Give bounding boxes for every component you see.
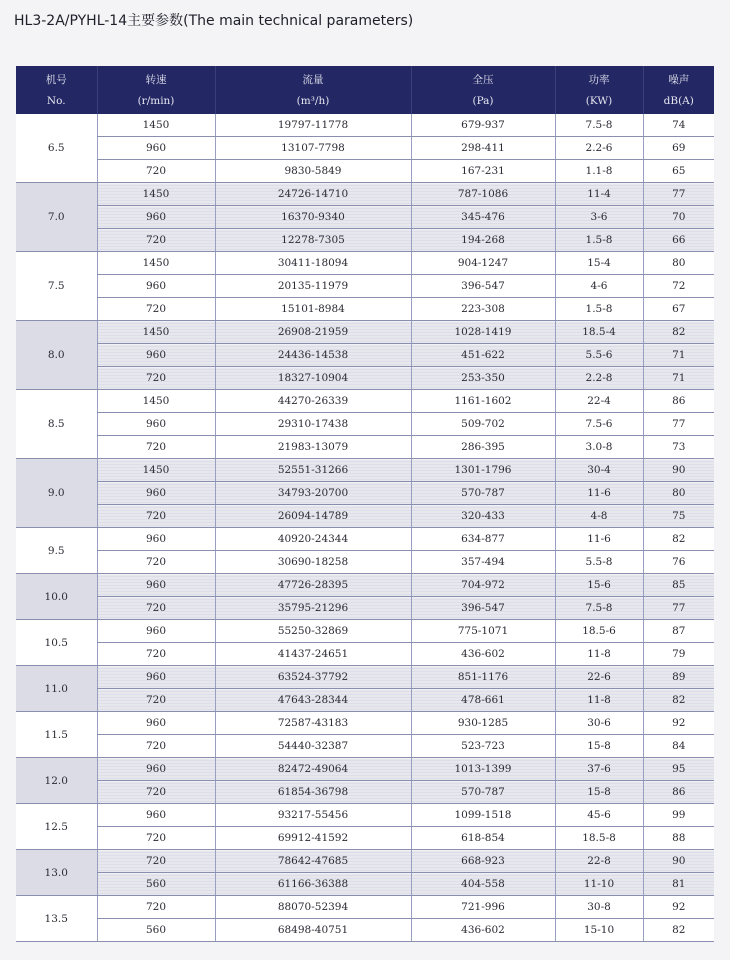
header-no-cn: 机号 bbox=[16, 66, 97, 90]
header-flow-cn: 流量 bbox=[215, 66, 411, 90]
pressure-cell: 286-395 bbox=[411, 436, 555, 459]
table-row bbox=[16, 114, 714, 137]
flow-cell: 52551-31266 bbox=[215, 459, 411, 482]
speed-cell: 960 bbox=[97, 344, 215, 367]
table-row bbox=[16, 551, 714, 574]
noise-cell: 72 bbox=[643, 275, 714, 298]
pressure-cell: 851-1176 bbox=[411, 666, 555, 689]
table-header bbox=[16, 66, 714, 114]
header-pressure-en: (Pa) bbox=[411, 90, 555, 114]
power-cell: 7.5-8 bbox=[555, 597, 643, 620]
pressure-cell: 930-1285 bbox=[411, 712, 555, 735]
table-row bbox=[16, 528, 714, 551]
noise-cell: 90 bbox=[643, 459, 714, 482]
header-flow-en: (m³/h) bbox=[215, 90, 411, 114]
table-row bbox=[16, 804, 714, 827]
noise-cell: 99 bbox=[643, 804, 714, 827]
noise-cell: 77 bbox=[643, 413, 714, 436]
table-row bbox=[16, 298, 714, 321]
header-speed-en: (r/min) bbox=[97, 90, 215, 114]
power-cell: 15-4 bbox=[555, 252, 643, 275]
flow-cell: 9830-5849 bbox=[215, 160, 411, 183]
noise-cell: 70 bbox=[643, 206, 714, 229]
power-cell: 15-10 bbox=[555, 919, 643, 942]
pressure-cell: 570-787 bbox=[411, 781, 555, 804]
pressure-cell: 223-308 bbox=[411, 298, 555, 321]
table-row bbox=[16, 183, 714, 206]
flow-cell: 30690-18258 bbox=[215, 551, 411, 574]
pressure-cell: 1301-1796 bbox=[411, 459, 555, 482]
flow-cell: 72587-43183 bbox=[215, 712, 411, 735]
speed-cell: 960 bbox=[97, 206, 215, 229]
flow-cell: 82472-49064 bbox=[215, 758, 411, 781]
pressure-cell: 320-433 bbox=[411, 505, 555, 528]
table-row bbox=[16, 413, 714, 436]
noise-cell: 71 bbox=[643, 344, 714, 367]
table-row bbox=[16, 390, 714, 413]
machine-no-cell: 7.0 bbox=[16, 183, 97, 252]
flow-cell: 29310-17438 bbox=[215, 413, 411, 436]
noise-cell: 82 bbox=[643, 321, 714, 344]
machine-no-cell: 12.5 bbox=[16, 804, 97, 850]
pressure-cell: 167-231 bbox=[411, 160, 555, 183]
power-cell: 15-8 bbox=[555, 735, 643, 758]
pressure-cell: 298-411 bbox=[411, 137, 555, 160]
power-cell: 5.5-6 bbox=[555, 344, 643, 367]
speed-cell: 1450 bbox=[97, 321, 215, 344]
speed-cell: 720 bbox=[97, 436, 215, 459]
flow-cell: 61166-36388 bbox=[215, 873, 411, 896]
table-row bbox=[16, 436, 714, 459]
pressure-cell: 775-1071 bbox=[411, 620, 555, 643]
noise-cell: 84 bbox=[643, 735, 714, 758]
power-cell: 11-8 bbox=[555, 643, 643, 666]
power-cell: 30-6 bbox=[555, 712, 643, 735]
noise-cell: 74 bbox=[643, 114, 714, 137]
pressure-cell: 634-877 bbox=[411, 528, 555, 551]
table-row bbox=[16, 482, 714, 505]
speed-cell: 720 bbox=[97, 781, 215, 804]
noise-cell: 90 bbox=[643, 850, 714, 873]
flow-cell: 47726-28395 bbox=[215, 574, 411, 597]
power-cell: 30-4 bbox=[555, 459, 643, 482]
pressure-cell: 1013-1399 bbox=[411, 758, 555, 781]
machine-no-cell: 7.5 bbox=[16, 252, 97, 321]
speed-cell: 960 bbox=[97, 137, 215, 160]
flow-cell: 34793-20700 bbox=[215, 482, 411, 505]
table-row bbox=[16, 827, 714, 850]
speed-cell: 720 bbox=[97, 643, 215, 666]
noise-cell: 80 bbox=[643, 482, 714, 505]
power-cell: 2.2-8 bbox=[555, 367, 643, 390]
power-cell: 18.5-4 bbox=[555, 321, 643, 344]
flow-cell: 47643-28344 bbox=[215, 689, 411, 712]
header-pressure-cn: 全压 bbox=[411, 66, 555, 90]
table-row bbox=[16, 735, 714, 758]
table-row bbox=[16, 781, 714, 804]
table-row bbox=[16, 919, 714, 942]
noise-cell: 77 bbox=[643, 597, 714, 620]
noise-cell: 82 bbox=[643, 919, 714, 942]
pressure-cell: 1161-1602 bbox=[411, 390, 555, 413]
parameters-table bbox=[16, 66, 714, 942]
noise-cell: 86 bbox=[643, 390, 714, 413]
table-row bbox=[16, 574, 714, 597]
power-cell: 37-6 bbox=[555, 758, 643, 781]
machine-no-cell: 10.5 bbox=[16, 620, 97, 666]
flow-cell: 68498-40751 bbox=[215, 919, 411, 942]
table-row bbox=[16, 643, 714, 666]
power-cell: 15-6 bbox=[555, 574, 643, 597]
pressure-cell: 194-268 bbox=[411, 229, 555, 252]
speed-cell: 720 bbox=[97, 597, 215, 620]
machine-no-cell: 9.5 bbox=[16, 528, 97, 574]
table-row bbox=[16, 344, 714, 367]
noise-cell: 71 bbox=[643, 367, 714, 390]
flow-cell: 55250-32869 bbox=[215, 620, 411, 643]
table-row bbox=[16, 597, 714, 620]
table-row bbox=[16, 505, 714, 528]
speed-cell: 960 bbox=[97, 574, 215, 597]
machine-no-cell: 12.0 bbox=[16, 758, 97, 804]
flow-cell: 24726-14710 bbox=[215, 183, 411, 206]
flow-cell: 20135-11979 bbox=[215, 275, 411, 298]
power-cell: 7.5-8 bbox=[555, 114, 643, 137]
table-row bbox=[16, 459, 714, 482]
machine-no-cell: 9.0 bbox=[16, 459, 97, 528]
machine-no-cell: 10.0 bbox=[16, 574, 97, 620]
noise-cell: 82 bbox=[643, 689, 714, 712]
power-cell: 45-6 bbox=[555, 804, 643, 827]
pressure-cell: 357-494 bbox=[411, 551, 555, 574]
flow-cell: 19797-11778 bbox=[215, 114, 411, 137]
flow-cell: 26908-21959 bbox=[215, 321, 411, 344]
flow-cell: 21983-13079 bbox=[215, 436, 411, 459]
page-title: HL3-2A/PYHL-14主要参数(The main technical parameters) bbox=[14, 13, 414, 29]
power-cell: 7.5-6 bbox=[555, 413, 643, 436]
machine-no-cell: 13.0 bbox=[16, 850, 97, 896]
noise-cell: 75 bbox=[643, 505, 714, 528]
table-row bbox=[16, 620, 714, 643]
speed-cell: 720 bbox=[97, 896, 215, 919]
power-cell: 4-6 bbox=[555, 275, 643, 298]
flow-cell: 13107-7798 bbox=[215, 137, 411, 160]
speed-cell: 1450 bbox=[97, 183, 215, 206]
noise-cell: 86 bbox=[643, 781, 714, 804]
pressure-cell: 679-937 bbox=[411, 114, 555, 137]
flow-cell: 15101-8984 bbox=[215, 298, 411, 321]
power-cell: 1.5-8 bbox=[555, 298, 643, 321]
speed-cell: 1450 bbox=[97, 252, 215, 275]
power-cell: 11-6 bbox=[555, 528, 643, 551]
pressure-cell: 523-723 bbox=[411, 735, 555, 758]
pressure-cell: 404-558 bbox=[411, 873, 555, 896]
flow-cell: 40920-24344 bbox=[215, 528, 411, 551]
speed-cell: 1450 bbox=[97, 459, 215, 482]
noise-cell: 89 bbox=[643, 666, 714, 689]
noise-cell: 69 bbox=[643, 137, 714, 160]
flow-cell: 18327-10904 bbox=[215, 367, 411, 390]
flow-cell: 93217-55456 bbox=[215, 804, 411, 827]
pressure-cell: 1099-1518 bbox=[411, 804, 555, 827]
power-cell: 4-8 bbox=[555, 505, 643, 528]
speed-cell: 960 bbox=[97, 620, 215, 643]
speed-cell: 1450 bbox=[97, 390, 215, 413]
pressure-cell: 451-622 bbox=[411, 344, 555, 367]
power-cell: 2.2-6 bbox=[555, 137, 643, 160]
power-cell: 11-8 bbox=[555, 689, 643, 712]
speed-cell: 720 bbox=[97, 229, 215, 252]
table-row bbox=[16, 666, 714, 689]
table-row bbox=[16, 206, 714, 229]
table-row bbox=[16, 252, 714, 275]
power-cell: 30-8 bbox=[555, 896, 643, 919]
pressure-cell: 396-547 bbox=[411, 597, 555, 620]
pressure-cell: 478-661 bbox=[411, 689, 555, 712]
table-row bbox=[16, 689, 714, 712]
noise-cell: 92 bbox=[643, 712, 714, 735]
noise-cell: 88 bbox=[643, 827, 714, 850]
header-noise-cn: 噪声 bbox=[643, 66, 714, 90]
pressure-cell: 396-547 bbox=[411, 275, 555, 298]
noise-cell: 73 bbox=[643, 436, 714, 459]
flow-cell: 26094-14789 bbox=[215, 505, 411, 528]
speed-cell: 960 bbox=[97, 528, 215, 551]
machine-no-cell: 6.5 bbox=[16, 114, 97, 183]
table-body bbox=[16, 114, 714, 942]
power-cell: 5.5-8 bbox=[555, 551, 643, 574]
power-cell: 22-4 bbox=[555, 390, 643, 413]
pressure-cell: 345-476 bbox=[411, 206, 555, 229]
power-cell: 11-10 bbox=[555, 873, 643, 896]
speed-cell: 720 bbox=[97, 551, 215, 574]
pressure-cell: 436-602 bbox=[411, 643, 555, 666]
flow-cell: 61854-36798 bbox=[215, 781, 411, 804]
machine-no-cell: 8.0 bbox=[16, 321, 97, 390]
pressure-cell: 787-1086 bbox=[411, 183, 555, 206]
noise-cell: 85 bbox=[643, 574, 714, 597]
table-row bbox=[16, 229, 714, 252]
machine-no-cell: 11.0 bbox=[16, 666, 97, 712]
speed-cell: 560 bbox=[97, 919, 215, 942]
flow-cell: 54440-32387 bbox=[215, 735, 411, 758]
table-row bbox=[16, 758, 714, 781]
speed-cell: 720 bbox=[97, 505, 215, 528]
speed-cell: 960 bbox=[97, 758, 215, 781]
power-cell: 1.1-8 bbox=[555, 160, 643, 183]
speed-cell: 720 bbox=[97, 367, 215, 390]
table-row bbox=[16, 896, 714, 919]
power-cell: 3-6 bbox=[555, 206, 643, 229]
pressure-cell: 253-350 bbox=[411, 367, 555, 390]
power-cell: 18.5-6 bbox=[555, 620, 643, 643]
header-speed-cn: 转速 bbox=[97, 66, 215, 90]
flow-cell: 88070-52394 bbox=[215, 896, 411, 919]
table-row bbox=[16, 873, 714, 896]
flow-cell: 16370-9340 bbox=[215, 206, 411, 229]
noise-cell: 82 bbox=[643, 528, 714, 551]
pressure-cell: 721-996 bbox=[411, 896, 555, 919]
noise-cell: 95 bbox=[643, 758, 714, 781]
power-cell: 3.0-8 bbox=[555, 436, 643, 459]
speed-cell: 960 bbox=[97, 413, 215, 436]
speed-cell: 720 bbox=[97, 689, 215, 712]
table-row bbox=[16, 712, 714, 735]
speed-cell: 720 bbox=[97, 735, 215, 758]
power-cell: 11-4 bbox=[555, 183, 643, 206]
flow-cell: 12278-7305 bbox=[215, 229, 411, 252]
flow-cell: 78642-47685 bbox=[215, 850, 411, 873]
pressure-cell: 509-702 bbox=[411, 413, 555, 436]
noise-cell: 92 bbox=[643, 896, 714, 919]
power-cell: 11-6 bbox=[555, 482, 643, 505]
noise-cell: 81 bbox=[643, 873, 714, 896]
machine-no-cell: 8.5 bbox=[16, 390, 97, 459]
noise-cell: 76 bbox=[643, 551, 714, 574]
noise-cell: 80 bbox=[643, 252, 714, 275]
machine-no-cell: 13.5 bbox=[16, 896, 97, 942]
pressure-cell: 618-854 bbox=[411, 827, 555, 850]
table-row bbox=[16, 137, 714, 160]
table-row bbox=[16, 275, 714, 298]
pressure-cell: 704-972 bbox=[411, 574, 555, 597]
speed-cell: 720 bbox=[97, 827, 215, 850]
noise-cell: 77 bbox=[643, 183, 714, 206]
table-row bbox=[16, 160, 714, 183]
noise-cell: 65 bbox=[643, 160, 714, 183]
speed-cell: 960 bbox=[97, 482, 215, 505]
speed-cell: 720 bbox=[97, 850, 215, 873]
flow-cell: 30411-18094 bbox=[215, 252, 411, 275]
noise-cell: 67 bbox=[643, 298, 714, 321]
pressure-cell: 570-787 bbox=[411, 482, 555, 505]
machine-no-cell: 11.5 bbox=[16, 712, 97, 758]
flow-cell: 41437-24651 bbox=[215, 643, 411, 666]
pressure-cell: 668-923 bbox=[411, 850, 555, 873]
noise-cell: 87 bbox=[643, 620, 714, 643]
power-cell: 1.5-8 bbox=[555, 229, 643, 252]
pressure-cell: 904-1247 bbox=[411, 252, 555, 275]
power-cell: 18.5-8 bbox=[555, 827, 643, 850]
power-cell: 22-6 bbox=[555, 666, 643, 689]
table-row bbox=[16, 367, 714, 390]
noise-cell: 66 bbox=[643, 229, 714, 252]
noise-cell: 79 bbox=[643, 643, 714, 666]
header-noise-en: dB(A) bbox=[643, 90, 714, 114]
flow-cell: 35795-21296 bbox=[215, 597, 411, 620]
pressure-cell: 1028-1419 bbox=[411, 321, 555, 344]
speed-cell: 720 bbox=[97, 298, 215, 321]
flow-cell: 24436-14538 bbox=[215, 344, 411, 367]
table-row bbox=[16, 850, 714, 873]
power-cell: 22-8 bbox=[555, 850, 643, 873]
pressure-cell: 436-602 bbox=[411, 919, 555, 942]
table-row bbox=[16, 321, 714, 344]
speed-cell: 960 bbox=[97, 804, 215, 827]
header-power-cn: 功率 bbox=[555, 66, 643, 90]
speed-cell: 1450 bbox=[97, 114, 215, 137]
flow-cell: 69912-41592 bbox=[215, 827, 411, 850]
speed-cell: 960 bbox=[97, 666, 215, 689]
speed-cell: 960 bbox=[97, 275, 215, 298]
speed-cell: 960 bbox=[97, 712, 215, 735]
header-no-en: No. bbox=[16, 90, 97, 114]
power-cell: 15-8 bbox=[555, 781, 643, 804]
flow-cell: 44270-26339 bbox=[215, 390, 411, 413]
speed-cell: 720 bbox=[97, 160, 215, 183]
header-power-en: (KW) bbox=[555, 90, 643, 114]
flow-cell: 63524-37792 bbox=[215, 666, 411, 689]
speed-cell: 560 bbox=[97, 873, 215, 896]
